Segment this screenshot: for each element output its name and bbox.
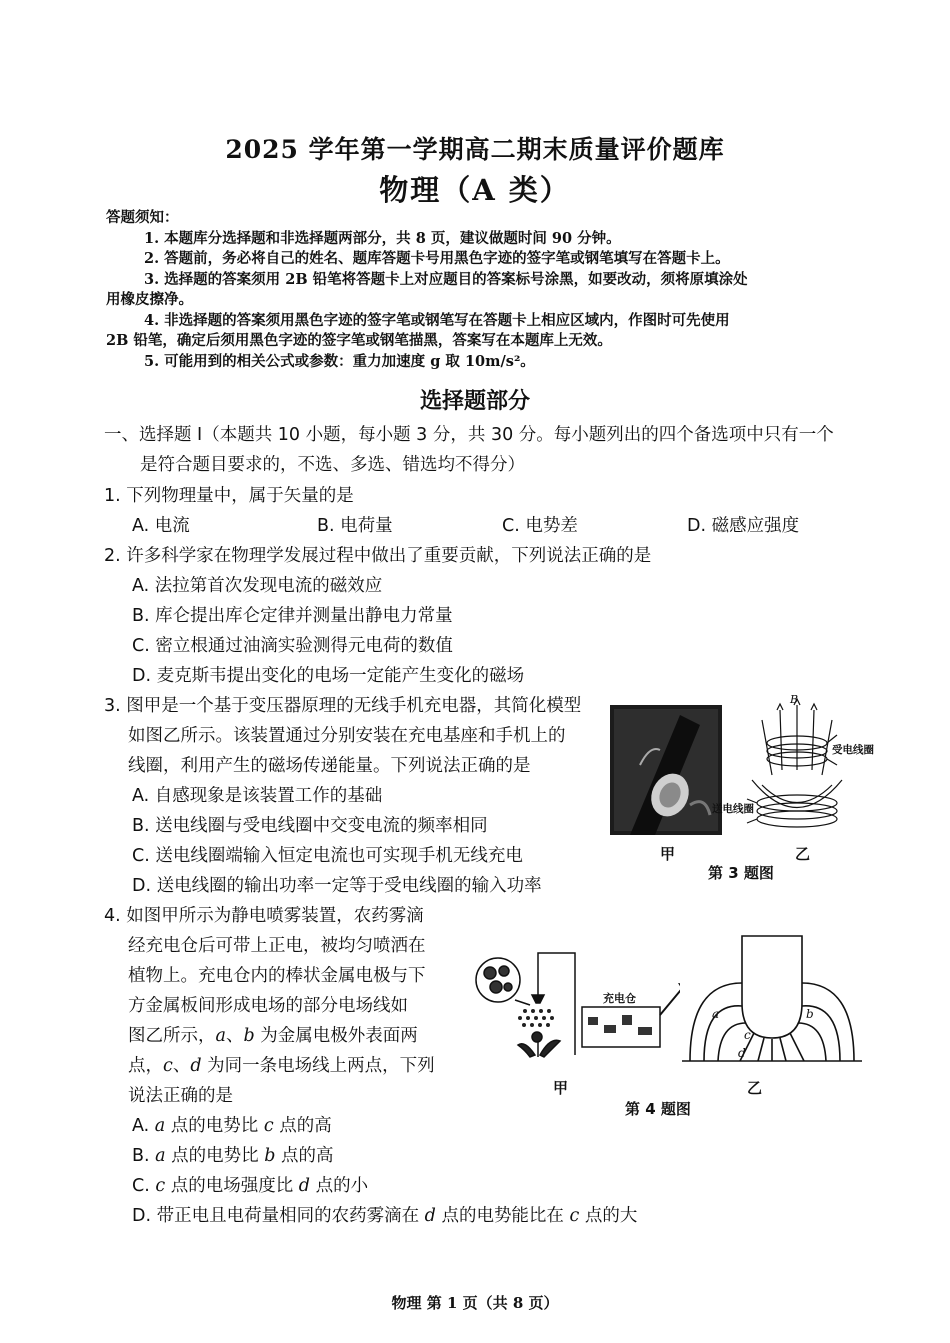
subject-title: 物理（A 类） bbox=[379, 173, 571, 207]
q4-label-c: c bbox=[744, 1028, 751, 1042]
q2-option-a: A. 法拉第首次发现电流的磁效应 bbox=[132, 576, 383, 596]
q3-label-send-coil: 送电线圈 bbox=[712, 803, 754, 815]
q4-stem-5: 图乙所示，a、b 为金属电极外表面两 bbox=[128, 1026, 418, 1046]
q4-diagram-sprayer bbox=[470, 945, 680, 1065]
q4-stem-1: 4. 如图甲所示为静电喷雾装置，农药雾滴 bbox=[104, 906, 424, 926]
q4-stem-6: 点，c、d 为同一条电场线上两点，下列 bbox=[128, 1056, 435, 1076]
q3-option-b: B. 送电线圈与受电线圈中交变电流的频率相同 bbox=[132, 816, 488, 836]
q3-label-b: B bbox=[790, 693, 799, 706]
page-footer: 物理 第 1 页（共 8 页） bbox=[391, 1294, 559, 1312]
q4-stem-2: 经充电仓后可带上正电，被均匀喷洒在 bbox=[128, 936, 426, 956]
instructions-heading: 答题须知： bbox=[106, 209, 179, 226]
q2-option-b: B. 库仑提出库仑定律并测量出静电力常量 bbox=[132, 606, 453, 626]
note-4-cont: 2B 铅笔，确定后须用黑色字迹的签字笔或钢笔描黑，答案写在本题库上无效。 bbox=[106, 332, 612, 349]
q3-fig-yi: 乙 bbox=[795, 845, 811, 863]
q4-stem-4: 方金属板间形成电场的部分电场线如 bbox=[128, 996, 408, 1016]
q2-option-d: D. 麦克斯韦提出变化的电场一定能产生变化的磁场 bbox=[132, 666, 525, 686]
q1-option-a: A. 电流 bbox=[132, 516, 190, 536]
q4-option-b: B. a 点的电势比 b 点的高 bbox=[132, 1146, 334, 1166]
note-4: 4. 非选择题的答案须用黑色字迹的签字笔或钢笔写在答题卡上相应区域内，作图时可先使用 bbox=[144, 311, 730, 329]
q1-stem: 1. 下列物理量中，属于矢量的是 bbox=[104, 486, 354, 506]
q4-label-d: d bbox=[738, 1046, 746, 1060]
q3-stem-1: 3. 图甲是一个基于变压器原理的无线手机充电器，其简化模型 bbox=[104, 696, 582, 716]
q4-option-d: D. 带正电且电荷量相同的农药雾滴在 d 点的电势能比在 c 点的大 bbox=[132, 1206, 638, 1226]
exam-title: 2025 学年第一学期高二期末质量评价题库 bbox=[225, 135, 725, 164]
q4-option-a: A. a 点的电势比 c 点的高 bbox=[132, 1116, 332, 1136]
q3-stem-2: 如图乙所示。该装置通过分别安装在充电基座和手机上的 bbox=[128, 726, 566, 746]
part1-instructions-cont: 是符合题目要求的，不选、多选、错选均不得分） bbox=[140, 455, 525, 475]
section-title: 选择题部分 bbox=[419, 388, 530, 414]
q1-option-b: B. 电荷量 bbox=[317, 516, 393, 536]
instructions bbox=[106, 208, 876, 372]
note-1: 1. 本题库分选择题和非选择题两部分，共 8 页，建议做题时间 90 分钟。 bbox=[144, 229, 621, 247]
q1-option-c: C. 电势差 bbox=[502, 516, 578, 536]
q3-label-receive-coil: 受电线圈 bbox=[832, 744, 874, 756]
q4-label-b: b bbox=[806, 1007, 814, 1021]
q3-diagram-coils bbox=[722, 695, 872, 845]
q3-option-d: D. 送电线圈的输出功率一定等于受电线圈的输入功率 bbox=[132, 876, 542, 896]
q3-option-c: C. 送电线圈端输入恒定电流也可实现手机无线充电 bbox=[132, 846, 523, 866]
q1-options bbox=[132, 511, 872, 541]
note-3: 3. 选择题的答案须用 2B 铅笔将答题卡上对应题目的答案标号涂黑，如要改动，须将原填涂处 bbox=[144, 270, 748, 288]
q4-stem-7: 说法正确的是 bbox=[128, 1086, 233, 1106]
q4-label-chamber: 充电仓 bbox=[603, 992, 636, 1005]
q3-stem-3: 线圈，利用产生的磁场传递能量。下列说法正确的是 bbox=[128, 756, 531, 776]
q4-label-a: a bbox=[712, 1007, 720, 1021]
q1-option-d: D. 磁感应强度 bbox=[687, 516, 800, 536]
q4-stem-3: 植物上。充电仓内的棒状金属电极与下 bbox=[128, 966, 426, 986]
q4-caption: 第 4 题图 bbox=[625, 1100, 691, 1118]
q4-option-c: C. c 点的电场强度比 d 点的小 bbox=[132, 1176, 369, 1196]
q3-option-a: A. 自感现象是该装置工作的基础 bbox=[132, 786, 383, 806]
q3-fig-jia: 甲 bbox=[660, 845, 676, 863]
note-2: 2. 答题前，务必将自己的姓名、题库答题卡号用黑色字迹的签字笔或钢笔填写在答题卡上。 bbox=[144, 250, 730, 267]
q3-photo-charger bbox=[610, 705, 722, 835]
q4-fig-yi: 乙 bbox=[747, 1079, 763, 1097]
q2-option-c: C. 密立根通过油滴实验测得元电荷的数值 bbox=[132, 636, 453, 656]
q4-diagram-field-lines bbox=[682, 928, 862, 1068]
q4-fig-jia: 甲 bbox=[553, 1079, 569, 1097]
part1-instructions: 一、选择题 I（本题共 10 小题，每小题 3 分，共 30 分。每小题列出的四个备选项中只有一个 bbox=[104, 425, 834, 445]
q2-stem: 2. 许多科学家在物理学发展过程中做出了重要贡献，下列说法正确的是 bbox=[104, 546, 652, 566]
note-3-cont: 用橡皮擦净。 bbox=[106, 291, 193, 308]
note-5: 5. 可能用到的相关公式或参数：重力加速度 g 取 10m/s²。 bbox=[144, 352, 535, 370]
q3-caption: 第 3 题图 bbox=[708, 864, 774, 882]
